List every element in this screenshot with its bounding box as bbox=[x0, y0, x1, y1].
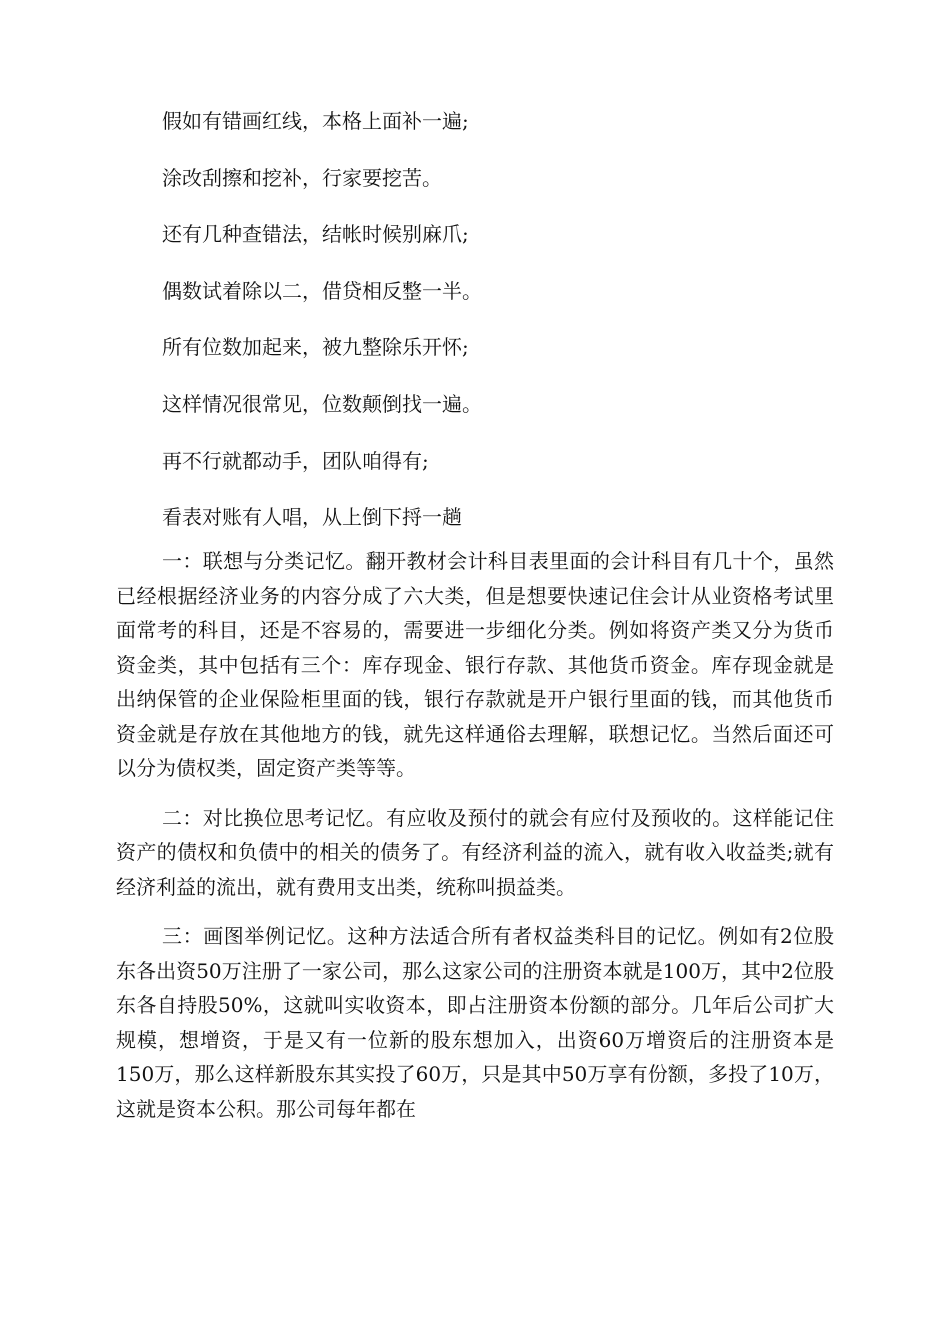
paragraph-diagram-memory: 三：画图举例记忆。这种方法适合所有者权益类科目的记忆。例如有2位股东各出资50万注册了一家公司，那么这家公司的注册资本就是100万，其中2位股东各自持股50%，这就叫实收资本，即占注册资本份额的部分。几年后公司扩大规模，想增资，于是又有一位新的股东想加入，出资60万增资后的注册资本是150万，那么这样新股东其实投了60万，只是其中50万享有份额，多投了10万，这就是资本公积。那公司每年都在 bbox=[116, 924, 834, 1121]
verse-line: 这样情况很常见，位数颠倒找一遍。 bbox=[162, 391, 482, 416]
verse-line: 假如有错画红线，本格上面补一遍; bbox=[162, 109, 469, 133]
verse-line: 还有几种查错法，结帐时候别麻爪; bbox=[162, 222, 469, 247]
verse-block bbox=[162, 108, 802, 561]
paragraph-comparison-memory: 二：对比换位思考记忆。有应收及预付的就会有应付及预收的。这样能记住资产的债权和负债中的相关的债务了。有经济利益的流入，就有收入收益类;就有经济利益的流出，就有费用支出类，统称叫损益类。 bbox=[116, 805, 834, 899]
verse-line: 涂改刮擦和挖补，行家要挖苦。 bbox=[162, 165, 442, 190]
verse-line: 所有位数加起来，被九整除乐开怀; bbox=[162, 335, 469, 360]
verse-line: 看表对账有人唱，从上倒下捋一趟 bbox=[162, 505, 462, 530]
body-text bbox=[116, 544, 834, 1126]
paragraph-association-memory: 一：联想与分类记忆。翻开教材会计科目表里面的会计科目有几十个，虽然已经根据经济业务的内容分成了六大类，但是想要快速记住会计从业资格考试里面常考的科目，还是不容易的，需要进一步细化分类。例如将资产类又分为货币资金类，其中包括有三个：库存现金、银行存款、其他货币资金。库存现金就是出纳保管的企业保险柜里面的钱，银行存款就是开户银行里面的钱，而其他货币资金就是存放在其他地方的钱，就先这样通俗去理解，联想记忆。当然后面还可以分为债权类，固定资产类等等。 bbox=[116, 549, 834, 780]
verse-line: 偶数试着除以二，借贷相反整一半。 bbox=[162, 278, 482, 303]
verse-line: 再不行就都动手，团队咱得有; bbox=[162, 448, 429, 473]
